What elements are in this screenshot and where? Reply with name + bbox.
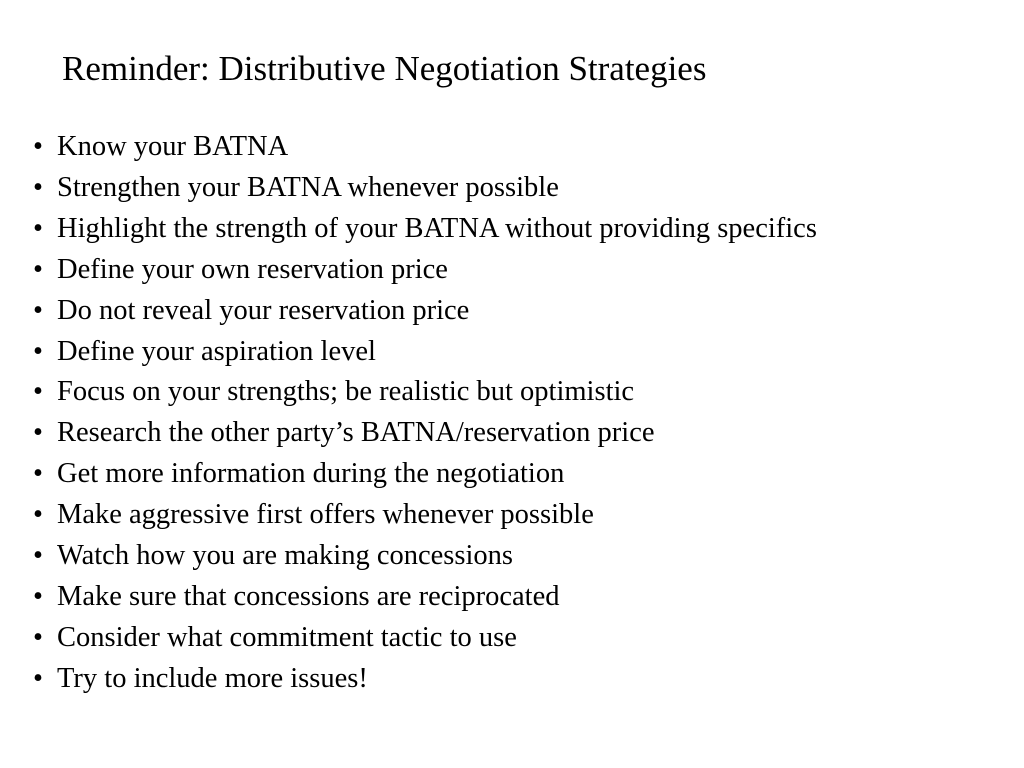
bullet-text: Watch how you are making concessions bbox=[57, 540, 513, 572]
bullet-item bbox=[33, 618, 817, 659]
bullet-text: Define your own reservation price bbox=[57, 253, 448, 285]
bullet-icon: • bbox=[33, 253, 43, 285]
bullet-icon: • bbox=[33, 294, 43, 326]
bullet-text: Try to include more issues! bbox=[57, 662, 368, 694]
bullet-text: Research the other party’s BATNA/reservation price bbox=[57, 417, 655, 449]
bullet-text: Define your aspiration level bbox=[57, 335, 376, 367]
bullet-item bbox=[33, 372, 817, 413]
bullet-text: Highlight the strength of your BATNA without providing specifics bbox=[57, 212, 817, 244]
bullet-icon: • bbox=[33, 580, 43, 612]
bullet-text: Make aggressive first offers whenever possible bbox=[57, 499, 594, 531]
bullet-item bbox=[33, 209, 817, 250]
bullet-icon: • bbox=[33, 540, 43, 572]
bullet-icon: • bbox=[33, 335, 43, 367]
bullet-text: Know your BATNA bbox=[57, 131, 289, 162]
bullet-icon: • bbox=[33, 212, 43, 244]
slide-title: Reminder: Distributive Negotiation Strategies bbox=[62, 49, 707, 88]
bullet-icon: • bbox=[33, 621, 43, 653]
bullet-text: Do not reveal your reservation price bbox=[57, 294, 470, 326]
bullet-icon: • bbox=[33, 458, 43, 490]
bullet-text: Focus on your strengths; be realistic but optimistic bbox=[57, 376, 635, 408]
bullet-icon: • bbox=[33, 662, 43, 694]
bullet-item bbox=[33, 454, 817, 495]
bullet-text: Make sure that concessions are reciprocated bbox=[57, 580, 560, 612]
bullet-item bbox=[33, 536, 817, 577]
bullet-text: Consider what commitment tactic to use bbox=[57, 621, 517, 653]
bullet-item bbox=[33, 577, 817, 618]
bullet-item bbox=[33, 291, 817, 332]
bullet-icon: • bbox=[33, 376, 43, 408]
bullet-text: Strengthen your BATNA whenever possible bbox=[57, 171, 559, 203]
bullet-item bbox=[33, 659, 817, 700]
bullet-icon: • bbox=[33, 499, 43, 531]
bullet-icon: • bbox=[33, 131, 43, 162]
bullet-text: Get more information during the negotiation bbox=[57, 458, 565, 490]
bullet-item bbox=[33, 332, 817, 373]
bullet-icon: • bbox=[33, 417, 43, 449]
bullet-item bbox=[33, 250, 817, 291]
bullet-list bbox=[33, 127, 817, 700]
bullet-item bbox=[33, 495, 817, 536]
bullet-item bbox=[33, 168, 817, 209]
bullet-icon: • bbox=[33, 171, 43, 203]
bullet-item bbox=[33, 127, 817, 168]
bullet-item bbox=[33, 413, 817, 454]
